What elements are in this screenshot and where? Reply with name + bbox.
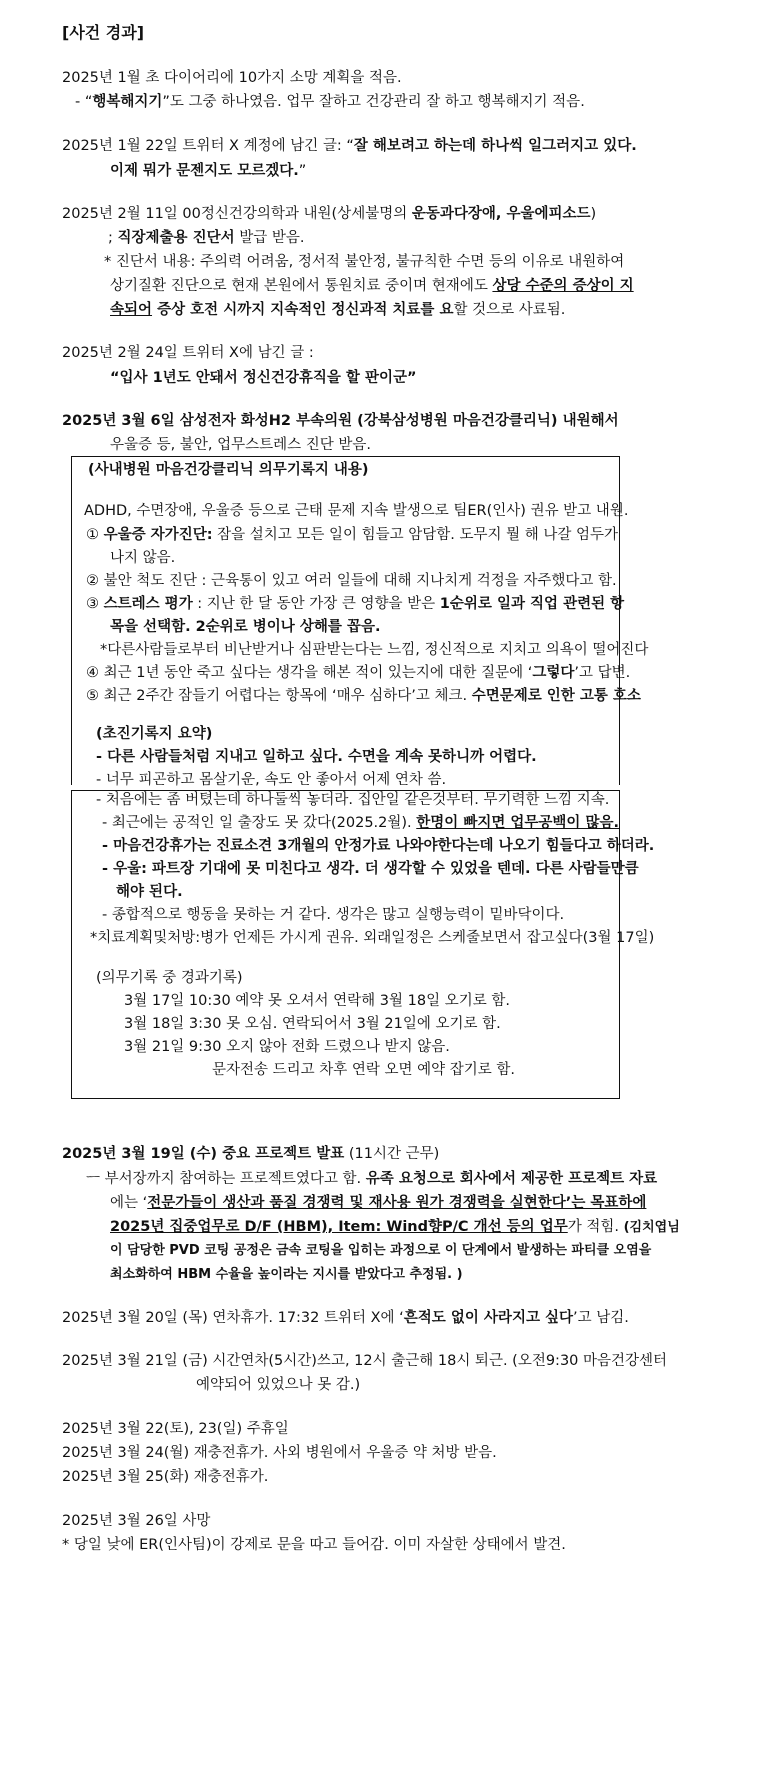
- summary-item-6-cont: 해야 된다.: [116, 884, 183, 900]
- event-feb11-line-5: 속되어 증상 호전 시까지 지속적인 정신과적 치료를 요할 것으로 사료됨.: [110, 302, 566, 318]
- record-item-3-note: *다른사람들로부터 비난받거나 심판받는다는 느낌, 정신적으로 지치고 의욕이 떨어진다: [100, 642, 649, 658]
- event-jan-line-2: - “행복해지기”도 그중 하나였음. 업무 잘하고 건강관리 잘 하고 행복해지기 적음.: [75, 94, 585, 110]
- event-feb11-line-1: 2025년 2월 11일 00정신건강의학과 내원(상세불명의 운동과다장애, 우울에피소드): [62, 206, 597, 222]
- event-mar26-line-2: * 당일 낮에 ER(인사팀)이 강제로 문을 따고 들어감. 이미 자살한 상태에서 발견.: [62, 1537, 566, 1553]
- event-mar19-line-5: 이 담당한 PVD 코팅 공정은 금속 코팅을 입히는 과정으로 이 단계에서 발생하는 파티클 오염을: [110, 1243, 652, 1258]
- summary-item-6: - 우울: 파트장 기대에 못 미친다고 생각. 더 생각할 수 있었을 텐데. 다른 사람들만큼: [102, 861, 639, 877]
- medical-record-box-2: [71, 790, 655, 1099]
- record-item-2: ② 불안 척도 진단 : 근육통이 있고 여러 일들에 대해 지나치게 걱정을 자주했다고 함.: [86, 573, 617, 589]
- summary-item-1: - 다른 사람들처럼 지내고 일하고 싶다. 수면을 계속 못하니까 어렵다.: [96, 749, 537, 765]
- summary-item-4: - 최근에는 공적인 일 출장도 못 갔다(2025.2월). 한명이 빠지면 업무공백이 많음.: [102, 815, 620, 831]
- summary-item-2: - 너무 피곤하고 몸살기운, 속도 안 좋아서 어제 연차 씀.: [96, 772, 447, 788]
- record-item-1: ① 우울증 자가진단: 잠을 설치고 모든 일이 힘들고 암담함. 도무지 뭘 해 나갈 엄두가: [86, 527, 618, 543]
- treatment-plan: *치료계획및처방:병가 언제든 가시게 권유. 외래일정은 스케줄보면서 잡고싶다(3월 17일): [90, 930, 655, 946]
- record-item-1-cont: 나지 않음.: [110, 550, 176, 566]
- event-mar19-line-3: 에는 ‘전문가들이 생산과 품질 경쟁력 및 재사용 원가 경쟁력을 실현한다’는 목표하에: [110, 1195, 647, 1211]
- progress-item-3: 3월 21일 9:30 오지 않아 전화 드렸으나 받지 않음.: [124, 1039, 450, 1055]
- event-jan-line-1: 2025년 1월 초 다이어리에 10가지 소망 계획을 적음.: [62, 70, 402, 86]
- medical-record-box-1: [71, 456, 649, 788]
- event-feb11-line-3: * 진단서 내용: 주의력 어려움, 정서적 불안정, 불규칙한 수면 등의 이유로 내원하여: [104, 254, 625, 270]
- event-mar19-line-4: 2025년 집중업무로 D/F (HBM), Item: Wind향P/C 개선 등의 업무가 적힘. (김치엽님: [110, 1219, 680, 1235]
- event-feb11-line-4: 상기질환 진단으로 현재 본원에서 통원치료 중이며 현재에도 상당 수준의 증상이 지: [110, 278, 634, 294]
- record-item-4: ④ 최근 1년 동안 죽고 싶다는 생각을 해본 적이 있는지에 대한 질문에 ‘그렇다’고 답변.: [86, 665, 631, 681]
- record-item-3: ③ 스트레스 평가 : 지난 한 달 동안 가장 큰 영향을 받은 1순위로 일과 직업 관련된 항: [86, 596, 625, 612]
- event-mar26-line-1: 2025년 3월 26일 사망: [62, 1513, 211, 1529]
- event-mar25-line: 2025년 3월 25(화) 재충전휴가.: [62, 1469, 269, 1485]
- event-mar19-line-2: ㅡ 부서장까지 참여하는 프로젝트였다고 함. 유족 요청으로 회사에서 제공한 프로젝트 자료: [86, 1171, 658, 1187]
- medical-record-title: (사내병원 마음건강클리닉 의무기록지 내용): [88, 462, 369, 478]
- event-mar20-line-1: 2025년 3월 20일 (목) 연차휴가. 17:32 트위터 X에 ‘흔적도 없이 사라지고 싶다’고 남김.: [62, 1310, 629, 1326]
- summary-item-3: - 처음에는 좀 버텼는데 하나둘씩 놓더라. 집안일 같은것부터. 무기력한 느낌 지속.: [96, 792, 610, 808]
- event-jan22-line-1: 2025년 1월 22일 트위터 X 계정에 남긴 글: “잘 해보려고 하는데 하나씩 일그러지고 있다.: [62, 138, 637, 154]
- event-mar21-line-2: 예약되어 있었으나 못 감.): [196, 1377, 361, 1393]
- event-mar6-line-1: 2025년 3월 6일 삼성전자 화성H2 부속의원 (강북삼성병원 마음건강클리닉) 내원해서: [62, 413, 619, 429]
- progress-item-4: 문자전송 드리고 차후 연락 오면 예약 잡기로 함.: [212, 1062, 516, 1078]
- progress-item-2: 3월 18일 3:30 못 오심. 연락되어서 3월 21일에 오기로 함.: [124, 1016, 501, 1032]
- event-mar6-line-2: 우울증 등, 불안, 업무스트레스 진단 받음.: [110, 437, 371, 453]
- record-item-3-cont: 목을 선택함. 2순위로 병이나 상해를 꼽음.: [110, 619, 381, 635]
- event-jan22-line-2: 이제 뭐가 문젠지도 모르겠다.”: [110, 163, 307, 179]
- event-mar21-line-1: 2025년 3월 21일 (금) 시간연차(5시간)쓰고, 12시 출근해 18시 퇴근. (오전9:30 마음건강센터: [62, 1353, 668, 1369]
- summary-title: (초진기록지 요약): [96, 726, 213, 742]
- record-item-5: ⑤ 최근 2주간 잠들기 어렵다는 항목에 ‘매우 심하다’고 체크. 수면문제로 인한 고통 호소: [86, 688, 641, 704]
- summary-item-5: - 마음건강휴가는 진료소견 3개월의 안정가료 나와야한다는데 나오기 힘들다고 하더라.: [102, 838, 655, 854]
- event-mar19-line-6: 최소화하여 HBM 수율을 높이라는 지시를 받았다고 추정됨. ): [110, 1267, 463, 1282]
- event-feb24-line-1: 2025년 2월 24일 트위터 X에 남긴 글 :: [62, 345, 314, 361]
- event-feb11-line-2: ; 직장제출용 진단서 발급 받음.: [108, 230, 305, 246]
- medical-record-intro: ADHD, 수면장애, 우울증 등으로 근태 문제 지속 발생으로 팀ER(인사) 권유 받고 내원.: [84, 503, 629, 519]
- event-feb24-line-2: “입사 1년도 안돼서 정신건강휴직을 할 판이군”: [110, 370, 417, 386]
- page-heading: [사건 경과]: [62, 23, 145, 42]
- summary-item-7: - 종합적으로 행동을 못하는 거 같다. 생각은 많고 실행능력이 밑바닥이다.: [102, 907, 565, 923]
- event-mar24-line: 2025년 3월 24(월) 재충전휴가. 사외 병원에서 우울증 약 처방 받음.: [62, 1445, 497, 1461]
- event-mar22-line: 2025년 3월 22(토), 23(일) 주휴일: [62, 1421, 289, 1437]
- progress-item-1: 3월 17일 10:30 예약 못 오셔서 연락해 3월 18일 오기로 함.: [124, 993, 510, 1009]
- progress-title: (의무기록 중 경과기록): [96, 970, 243, 986]
- event-mar19-line-1: 2025년 3월 19일 (수) 중요 프로젝트 발표 (11시간 근무): [62, 1146, 440, 1162]
